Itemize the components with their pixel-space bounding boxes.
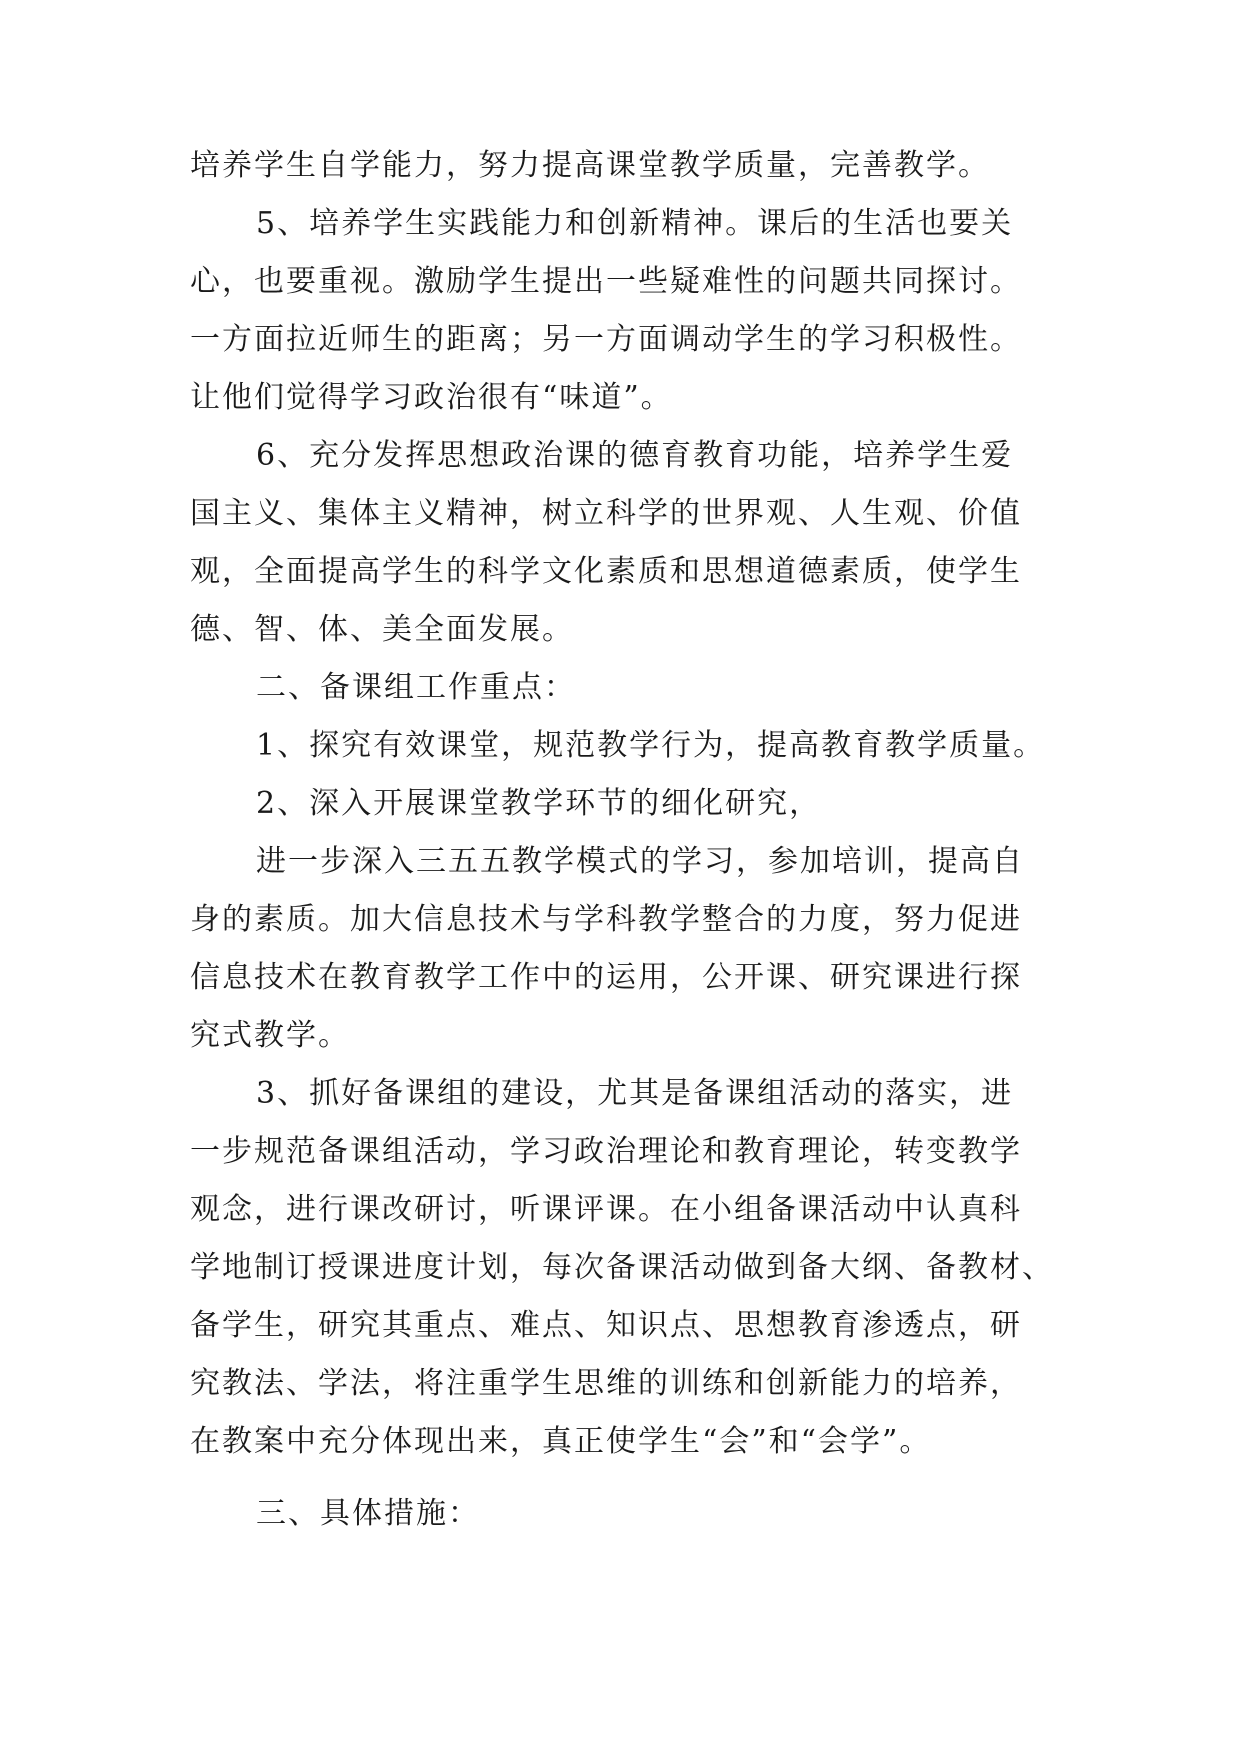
text-line: 观，全面提高学生的科学文化素质和思想道德素质，使学生	[190, 554, 1022, 589]
text-line: 一步规范备课组活动，学习政治理论和教育理论，转变教学	[190, 1134, 1022, 1169]
text-line: 3、抓好备课组的建设，尤其是备课组活动的落实，进	[256, 1076, 1014, 1111]
text-line: 让他们觉得学习政治很有“味道”。	[190, 380, 673, 415]
text-line: 1、探究有效课堂，规范教学行为，提高教育教学质量。	[256, 728, 1046, 763]
section-heading: 二、备课组工作重点：	[256, 670, 576, 705]
text-line: 6、充分发挥思想政治课的德育教育功能，培养学生爱	[256, 438, 1014, 473]
text-line: 2、深入开展课堂教学环节的细化研究，	[256, 786, 822, 821]
text-line: 5、培养学生实践能力和创新精神。课后的生活也要关	[256, 206, 1014, 241]
text-line: 观念，进行课改研讨，听课评课。在小组备课活动中认真科	[190, 1192, 1022, 1227]
text-line: 究式教学。	[190, 1018, 350, 1053]
text-line: 进一步深入三五五教学模式的学习，参加培训，提高自	[256, 844, 1024, 879]
text-line: 培养学生自学能力，努力提高课堂教学质量，完善教学。	[190, 148, 990, 183]
text-line: 备学生，研究其重点、难点、知识点、思想教育渗透点，研	[190, 1308, 1022, 1343]
text-line: 究教法、学法，将注重学生思维的训练和创新能力的培养，	[190, 1366, 1022, 1401]
text-line: 国主义、集体主义精神，树立科学的世界观、人生观、价值	[190, 496, 1022, 531]
text-line: 德、智、体、美全面发展。	[190, 612, 574, 647]
text-line: 在教案中充分体现出来，真正使学生“会”和“会学”。	[190, 1424, 932, 1459]
text-line: 信息技术在教育教学工作中的运用，公开课、研究课进行探	[190, 960, 1022, 995]
text-line: 学地制订授课进度计划，每次备课活动做到备大纲、备教材、	[190, 1250, 1054, 1285]
text-line: 心，也要重视。激励学生提出一些疑难性的问题共同探讨。	[190, 264, 1022, 299]
text-line: 一方面拉近师生的距离；另一方面调动学生的学习积极性。	[190, 322, 1022, 357]
section-heading: 三、具体措施：	[256, 1496, 480, 1531]
text-line: 身的素质。加大信息技术与学科教学整合的力度，努力促进	[190, 902, 1022, 937]
